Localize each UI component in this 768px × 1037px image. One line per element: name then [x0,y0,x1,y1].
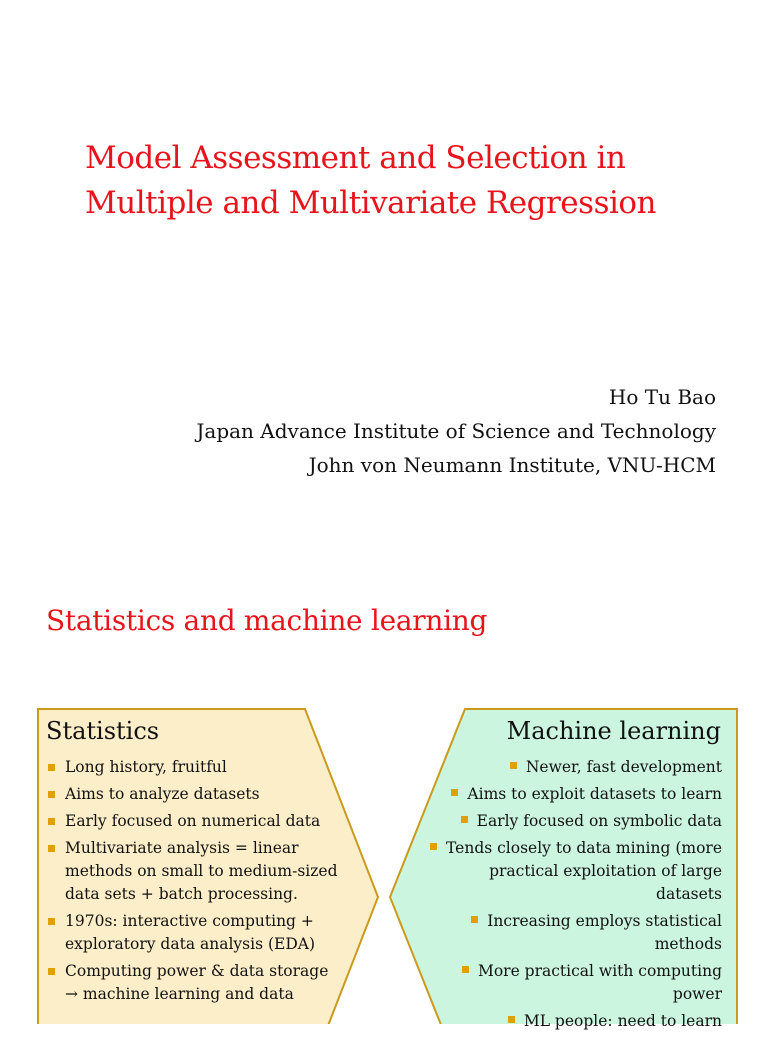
list-item [46,783,342,806]
list-item-text: ML people: need to learn [523,1012,722,1030]
bullet-icon [48,918,55,925]
bullet-icon [48,764,55,771]
list-item-text: More practical with computing power [477,962,722,1003]
author-name: Ho Tu Bao [608,385,716,409]
bullet-icon [48,968,55,975]
slide-title-line-2: Multiple and Multivariate Regression [85,185,657,221]
list-item [422,960,722,1006]
bullet-icon [508,1016,515,1023]
section-title: Statistics and machine learning [46,604,488,637]
list-item [46,960,342,1006]
slide-title-line-1: Model Assessment and Selection in [85,140,626,176]
list-item-text: Newer, fast development [525,758,722,776]
machine-learning-list [422,756,722,1037]
bullet-icon [471,916,478,923]
list-item-text: Aims to exploit datasets to learn [467,785,722,803]
bullet-icon [461,816,468,823]
list-item-text: Increasing employs statistical methods [487,912,722,953]
list-item-text: 1970s: interactive computing + exploratory data analysis (EDA) [65,912,315,953]
list-item-text: Aims to analyze datasets [65,785,260,803]
statistics-heading: Statistics [46,717,160,745]
author-affiliation-1: Japan Advance Institute of Science and Technology [196,419,716,443]
list-item [422,1010,722,1033]
list-item [422,756,722,779]
bullet-icon [48,791,55,798]
list-item [46,810,342,833]
bullet-icon [430,843,437,850]
bullet-icon [510,762,517,769]
list-item [422,837,722,906]
list-item-text: Early focused on symbolic data [476,812,722,830]
list-item [46,910,342,956]
list-item-text: Early focused on numerical data [65,812,321,830]
list-item [422,783,722,806]
bullet-icon [451,789,458,796]
list-item-text: Long history, fruitful [65,758,227,776]
list-item [422,810,722,833]
bullet-icon [48,845,55,852]
list-item-text: Tends closely to data mining (more practical exploitation of large datasets [446,839,722,903]
list-item [46,837,342,906]
list-item [422,910,722,956]
list-item-text: Multivariate analysis = linear methods on small to medium-sized data sets + batch processing. [65,839,338,903]
author-affiliation-2: John von Neumann Institute, VNU-HCM [308,453,716,477]
list-item [46,756,342,779]
machine-learning-heading: Machine learning [506,717,721,745]
bullet-icon [48,818,55,825]
statistics-list [46,756,342,1010]
list-item-text: Computing power & data storage → machine learning and data [65,962,329,1003]
bullet-icon [462,966,469,973]
